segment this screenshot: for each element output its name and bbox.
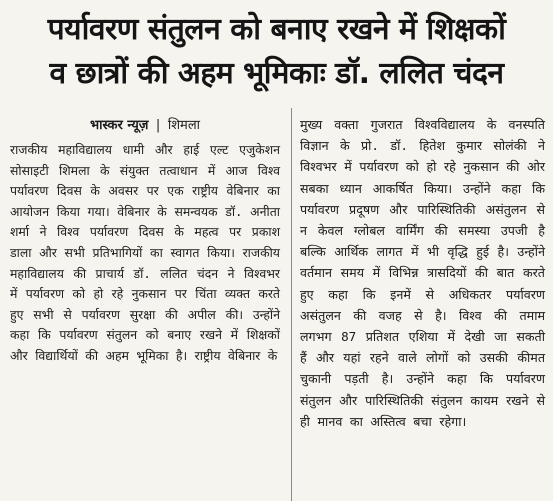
right-column-text: मुख्य वक्ता गुजरात विश्वविद्यालय के वनस्पति विज्ञान के प्रो. डॉ. हितेश कुमार सोलंकी ने विश्वभर में पर्यावरण को हो रहे नुकसान की ओर सबका ध्यान आकर्षित किया। उन्होंने कहा कि पर्यावरण प्रदूषण और पारिस्थितिकी असंतुलन से न केवल ग्लोबल वार्मिंग की समस्या उपजी है बल्कि आर्थिक लागत में भी वृद्धि हुई है। उन्होंने वर्तमान समय में विभिन्न त्रासदियों की बात करते हुए कहा कि इनमें से अधिकतर पर्यावरण असंतुलन की वजह से है। विश्व की तमाम लगभग 87 प्रतिशत एशिया में देखी जा सकती हैं और यहां रहने वाले लोगों को उसकी कीमत चुकानी पड़ती है। उन्होंने कहा कि पर्यावरण संतुलन और पारिस्थितिकी संतुलन कायम रखने से ही मानव का अस्तित्व बचा रहेगा। (300, 117, 545, 429)
headline (0, 0, 553, 108)
right-column (300, 114, 545, 432)
left-column-text: राजकीय महाविद्यालय धामी और हाई एल्ट एजुकेशन सोसाइटी शिमला के संयुक्त तत्वाधान में आज विश्व पर्यावरण दिवस के अवसर पर एक राष्ट्रीय वेबिनार का आयोजन किया गया। वेबिनार के समन्वयक डॉ. अनीता शर्मा ने विश्व पर्यावरण दिवस के महत्व पर प्रकाश डाला और सभी प्रतिभागियों का स्वागत किया। राजकीय महाविद्यालय की प्राचार्य डॉ. ललित चंदन ने विश्वभर में पर्यावरण को हो रहे नुकसान पर चिंता व्यक्त करते हुए सभी से पर्यावरण सुरक्षा की अपील की। उन्होंने कहा कि पर्यावरण संतुलन को बनाए रखने में शिक्षकों और विद्यार्थियों की अहम भूमिका है। राष्ट्रीय वेबिनार के (10, 142, 280, 363)
byline-separator: | (155, 118, 161, 133)
byline-city: शिमला (167, 118, 201, 133)
column-divider (291, 108, 292, 501)
headline-line-1: पर्यावरण संतुलन को बनाए रखने में शिक्षकों (47, 12, 506, 47)
article-body (0, 108, 553, 501)
left-column (10, 114, 280, 367)
byline (10, 114, 280, 138)
byline-source: भास्कर न्यूज़ (89, 118, 149, 133)
headline-line-2: व छात्रों की अहम भूमिकाः डॉ. ललित चंदन (49, 56, 504, 91)
